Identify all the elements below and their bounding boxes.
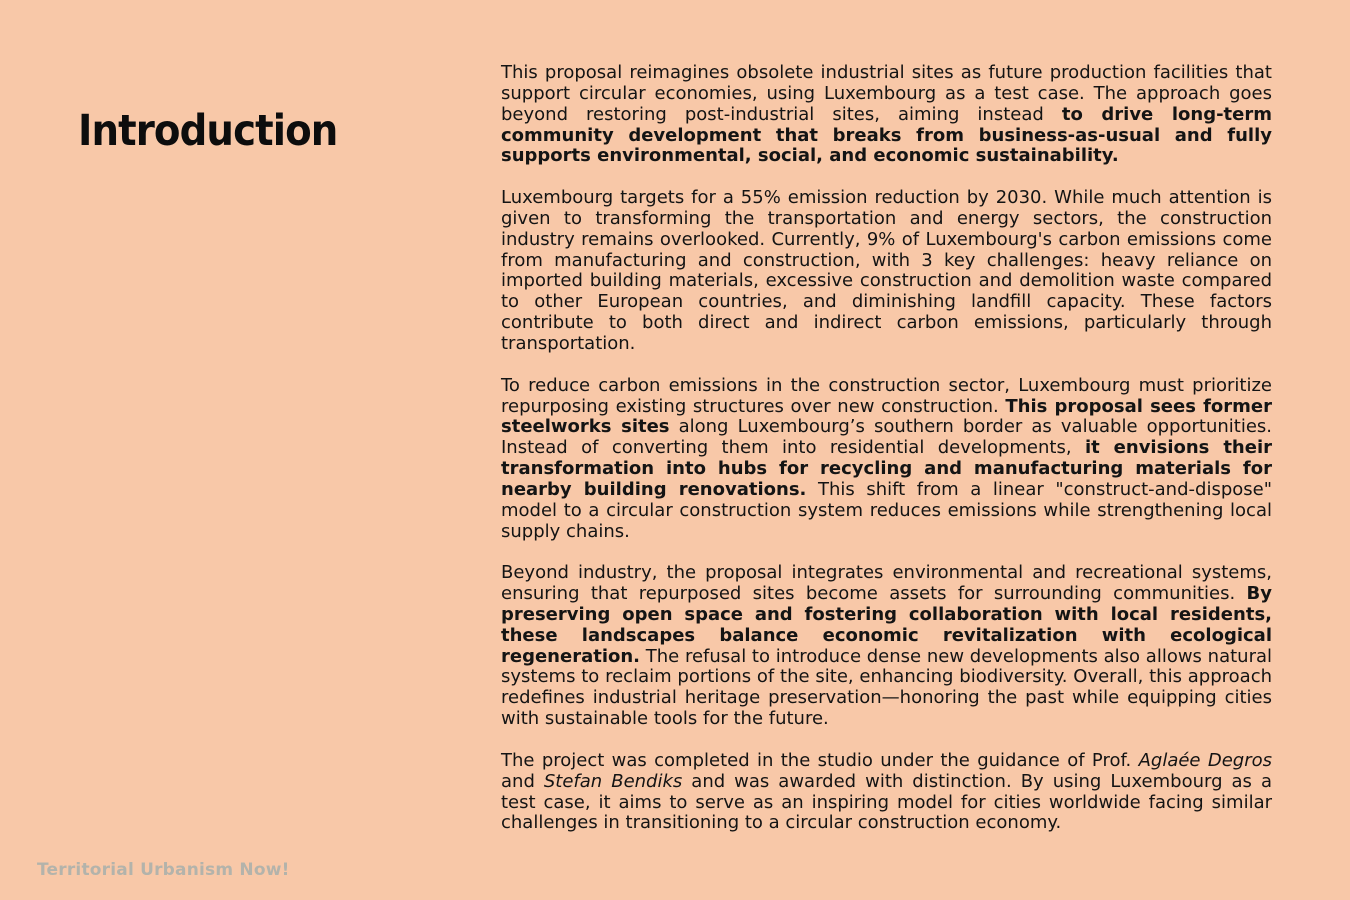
bold-text: it envisions their transformation into hubs for recycling and manufacturing materials for nearby building renovations. (501, 437, 1272, 500)
paragraph (501, 751, 1272, 834)
bold-text: to drive long-term community development that breaks from business-as-usual and fully supports environmental, social, and economic sustainability. (501, 103, 1272, 167)
bold-text: By preserving open space and fostering collaboration with local residents, these landscapes balance economic revitalization with ecological regeneration. (501, 583, 1272, 667)
page-title: Introduction (78, 106, 338, 156)
text-run: and (501, 770, 544, 792)
italic-text: Stefan Bendiks (543, 770, 683, 792)
paragraph (501, 63, 1272, 167)
text-run: and was awarded with distinction. By using Luxembourg as a test case, it aims to serve as an inspiring model for cities worldwide facing similar challenges in transitioning to a circular construction economy. (501, 770, 1272, 834)
text-run: This shift from a linear "construct-and-dispose" model to a circular construction system reduces emissions while strengthening local supply chains. (501, 478, 1272, 542)
bold-text: This proposal sees former steelworks sites (501, 395, 1273, 438)
body-text (501, 63, 1272, 855)
italic-text: Aglaée Degros (1138, 749, 1272, 771)
paragraph (501, 376, 1272, 543)
footer-label: Territorial Urbanism Now! (37, 860, 290, 880)
text-run: along Luxembourg’s southern border as valuable opportunities. Instead of converting them into residential developments, (501, 416, 1272, 459)
text-run: Luxembourg targets for a 55% emission reduction by 2030. While much attention is given to transforming the transportation and energy sectors, the construction industry remains overlooked. Currently, 9% of Luxembourg's carbon emissions come from manufacturing and construction, with 3 key challenges: heavy reliance on imported building materials, excessive construction and demolition waste compared to other European countries, and diminishing landfill capacity. These factors contribute to both direct and indirect carbon emissions, particularly through transportation. (501, 187, 1272, 354)
text-run: This proposal reimagines obsolete industrial sites as future production facilities that support circular economies, using Luxembourg as a test case. The approach goes beyond restoring post-industrial sites, aiming instead (501, 62, 1272, 125)
text-run: The refusal to introduce dense new developments also allows natural systems to reclaim portions of the site, enhancing biodiversity. Overall, this approach redefines industrial heritage preservation—honoring the past while equipping cities with sustainable tools for the future. (501, 645, 1272, 730)
text-run: To reduce carbon emissions in the construction sector, Luxembourg must prioritize repurposing existing structures over new construction. (501, 374, 1272, 417)
paragraph (501, 563, 1272, 730)
text-run: The project was completed in the studio under the guidance of Prof. (501, 749, 1139, 771)
paragraph (501, 188, 1272, 355)
text-run: Beyond industry, the proposal integrates environmental and recreational systems, ensuring that repurposed sites become assets for surrounding communities. (501, 562, 1272, 605)
